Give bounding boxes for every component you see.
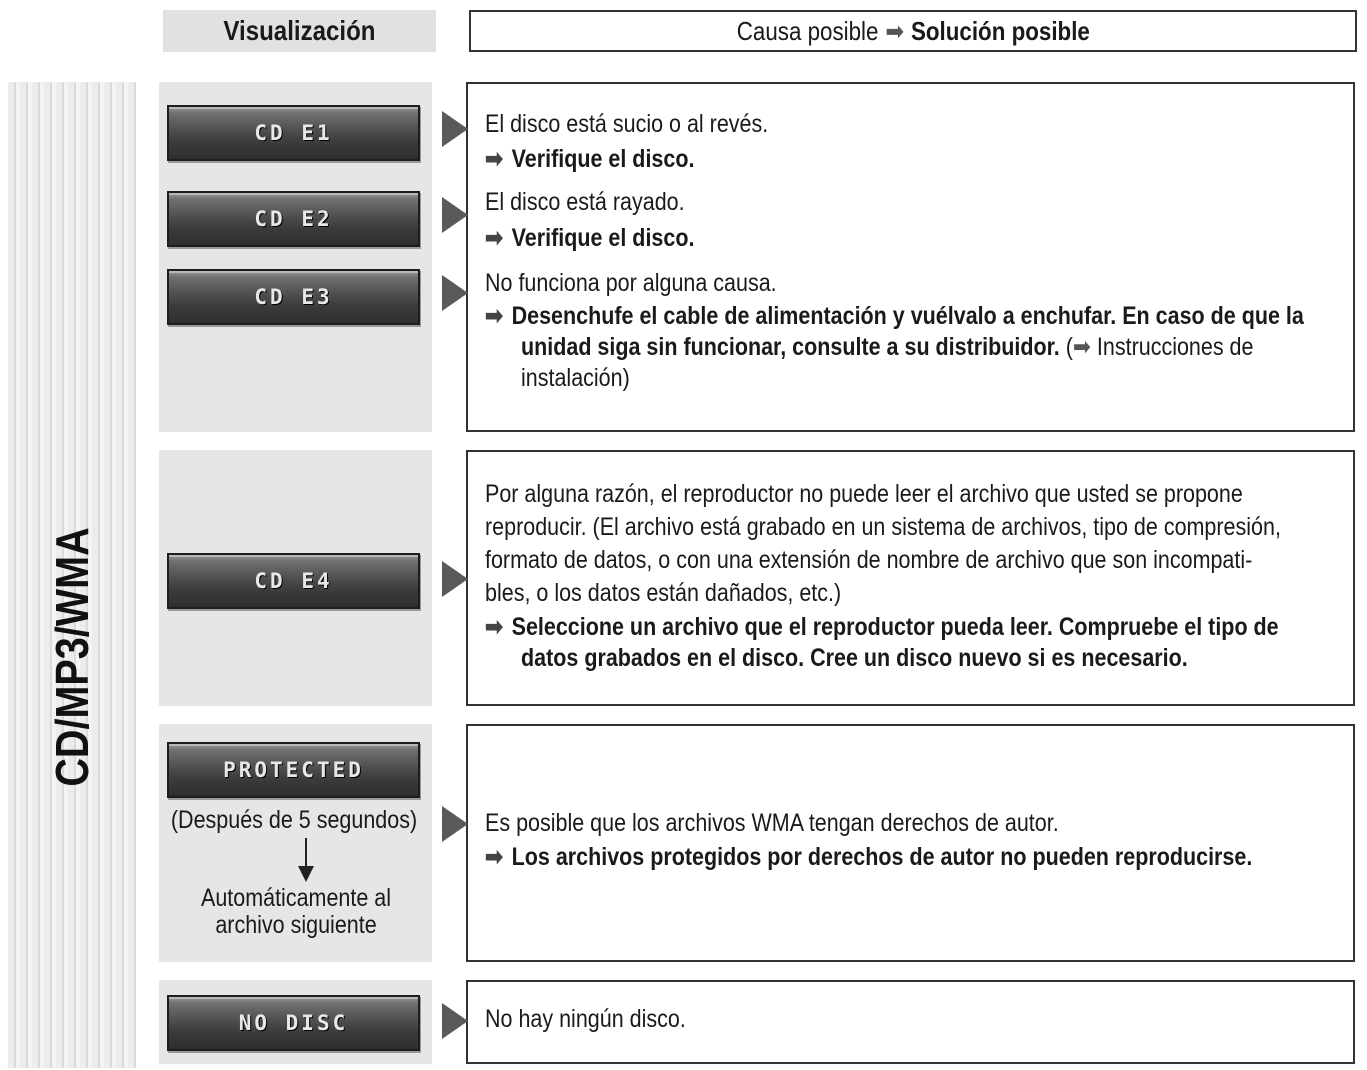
cause-text-e4-line2: reproducir. (El archivo está grabado en un sistema de archivos, tipo de compresión,	[485, 513, 1281, 541]
down-arrow-icon	[305, 838, 307, 868]
solution-text-e4-line2: datos grabados en el disco. Cree un disco nuevo si es necesario.	[521, 644, 1188, 672]
down-arrow-head-icon	[298, 866, 314, 882]
auto-next-note-line1: Automáticamente al	[200, 884, 392, 912]
solution-text-e1	[485, 143, 694, 176]
pointer-triangle-icon	[442, 275, 468, 311]
right-arrow-icon: ➡	[485, 843, 504, 871]
right-arrow-icon: ➡	[485, 145, 504, 173]
cause-text-e1: El disco está sucio o al revés.	[485, 110, 769, 138]
solution-text-e4-line1	[485, 611, 1279, 644]
lcd-display-no-disc: NO DISC	[167, 995, 420, 1051]
cause-text-e2: El disco está rayado.	[485, 188, 685, 216]
lcd-display-cd-e2: CD E2	[167, 191, 420, 247]
solution-text-e3-line2	[521, 331, 1253, 364]
cause-text-e4-line1: Por alguna razón, el reproductor no puede leer el archivo que usted se propone	[485, 480, 1243, 508]
right-arrow-icon: ➡	[485, 224, 504, 252]
lcd-display-cd-e4: CD E4	[167, 553, 420, 609]
solution-label: Verifique el disco.	[511, 145, 695, 173]
right-arrow-icon: ➡	[485, 302, 504, 330]
pointer-triangle-icon	[442, 1003, 468, 1039]
right-arrow-icon: ➡	[885, 15, 904, 46]
solution-text-e3-line1	[485, 300, 1304, 333]
section-side-tab	[8, 82, 136, 1068]
pointer-triangle-icon	[442, 561, 468, 597]
reference-open: (	[1065, 333, 1073, 361]
cause-text-e4-line3: formato de datos, o con una extensión de nombre de archivo que son incompati-	[485, 546, 1253, 574]
pointer-triangle-icon	[442, 111, 468, 147]
pointer-triangle-icon	[442, 806, 468, 842]
solution-text-e2	[485, 222, 694, 255]
section-side-label: CD/MP3/WMA	[46, 527, 98, 787]
pointer-triangle-icon	[442, 197, 468, 233]
solution-text-protected	[485, 841, 1252, 874]
cause-text-e4-line4: bles, o los datos están dañados, etc.)	[485, 579, 842, 607]
right-arrow-icon: ➡	[1072, 333, 1091, 361]
column-header-display	[163, 10, 436, 52]
solution-label: Verifique el disco.	[511, 224, 695, 252]
lcd-display-cd-e1: CD E1	[167, 105, 420, 161]
reference-text-continued: instalación)	[521, 364, 630, 392]
cause-text-no-disc: No hay ningún disco.	[485, 1005, 686, 1033]
lcd-display-protected: PROTECTED	[167, 742, 420, 798]
solution-label: Seleccione un archivo que el reproductor pueda leer. Compruebe el tipo de	[511, 613, 1279, 641]
reference-text: Instrucciones de	[1096, 333, 1254, 361]
after-delay-note: (Después de 5 segundos)	[170, 806, 418, 834]
solution-label: Desenchufe el cable de alimentación y vuélvalo a enchufar. En caso de que la	[511, 302, 1304, 330]
cause-text-protected: Es posible que los archivos WMA tengan derechos de autor.	[485, 809, 1059, 837]
solution-label: Los archivos protegidos por derechos de autor no pueden reproducirse.	[511, 843, 1253, 871]
right-arrow-icon: ➡	[485, 613, 504, 641]
solution-label: unidad siga sin funcionar, consulte a su distribuidor.	[521, 333, 1060, 361]
cause-text-e3: No funciona por alguna causa.	[485, 269, 777, 297]
column-header-display-label: Visualización	[223, 15, 376, 46]
column-header-cause-solution	[469, 10, 1357, 52]
column-header-cause-label: Causa posible	[736, 15, 879, 46]
column-header-solution-label: Solución posible	[910, 15, 1090, 46]
lcd-display-cd-e3: CD E3	[167, 269, 420, 325]
auto-next-note-line2: archivo siguiente	[215, 911, 377, 939]
